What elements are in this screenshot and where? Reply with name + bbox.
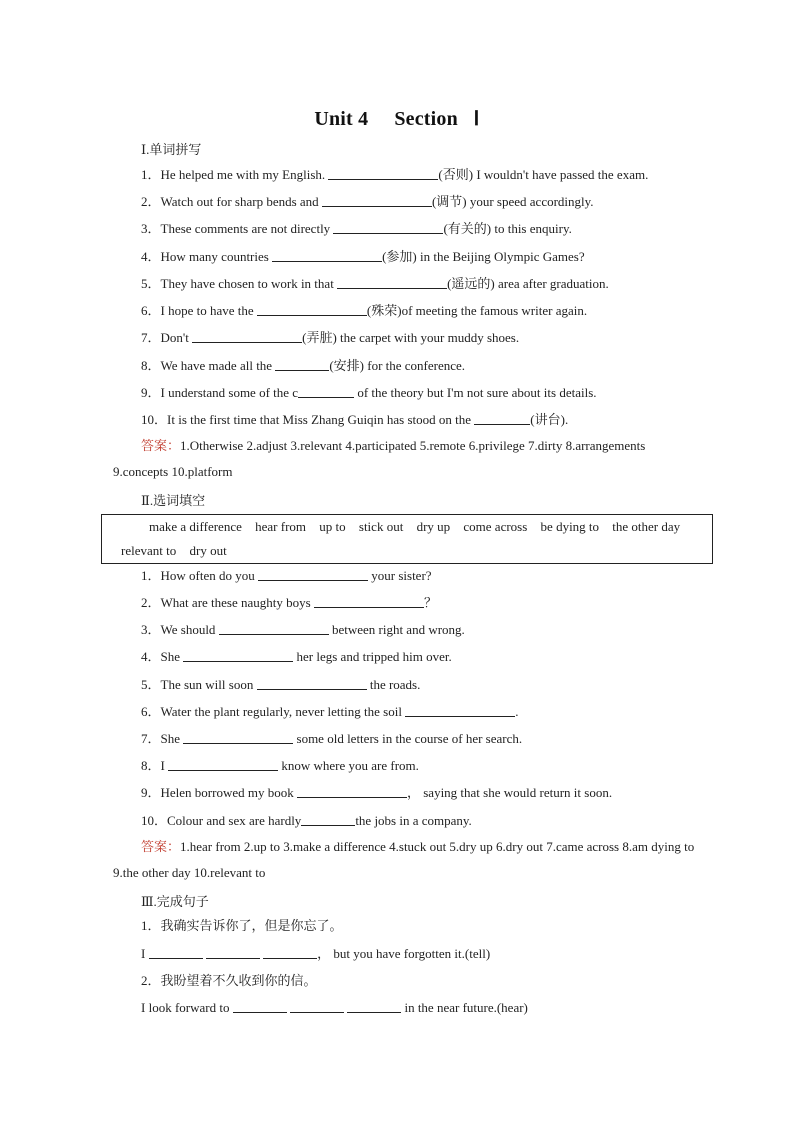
page-title xyxy=(0,106,794,131)
answer-blank[interactable] xyxy=(192,330,302,343)
answer-blank[interactable] xyxy=(257,303,367,316)
part3-item-en: I ， but you have forgotten it.(tell) xyxy=(141,946,491,961)
part2-item: 7．She some old letters in the course of her search. xyxy=(141,731,523,746)
part2-heading: Ⅱ.选词填空 xyxy=(141,493,206,508)
part2-item: 5．The sun will soon the roads. xyxy=(141,677,421,692)
answer-blank[interactable] xyxy=(206,946,260,959)
part1-item: 7．Don't (弄脏) the carpet with your muddy shoes. xyxy=(141,330,520,345)
part1-item: 2．Watch out for sharp bends and (调节) your speed accordingly. xyxy=(141,194,594,209)
part2-item: 3．We should between right and wrong. xyxy=(141,622,465,637)
word-bank-item: be dying to xyxy=(540,519,600,534)
answer-blank[interactable] xyxy=(233,1000,287,1013)
answer-blank[interactable] xyxy=(474,412,530,425)
part1-item: 4．How many countries (参加) in the Beijing Olympic Games? xyxy=(141,249,585,264)
answer-blank[interactable] xyxy=(301,813,355,826)
answer-blank[interactable] xyxy=(183,731,293,744)
part1-item: 9．I understand some of the c of the theory but I'm not sure about its details. xyxy=(141,385,597,400)
part3-heading: Ⅲ.完成句子 xyxy=(141,894,209,909)
part2-item: 8．I know where you are from. xyxy=(141,758,419,773)
word-bank-item: dry out xyxy=(189,543,227,558)
part1-item: 5．They have chosen to work in that (遥远的) area after graduation. xyxy=(141,276,609,291)
part2-item: 9．Helen borrowed my book ， saying that she would return it soon. xyxy=(141,785,613,800)
part2-item: 1．How often do you your sister? xyxy=(141,568,432,583)
answer-blank[interactable] xyxy=(337,276,447,289)
part2-item: 4．She her legs and tripped him over. xyxy=(141,649,452,664)
title-section: Section xyxy=(394,108,458,130)
part2-item: 10．Colour and sex are hardly the jobs in a company. xyxy=(141,813,472,828)
part3-item-cn: 1．我确实告诉你了，但是你忘了。 xyxy=(141,918,343,933)
answer-blank[interactable] xyxy=(149,946,203,959)
part2-item: 2．What are these naughty boys ？ xyxy=(141,595,437,610)
word-bank-item: stick out xyxy=(358,519,404,534)
answer-blank[interactable] xyxy=(183,649,293,662)
part1-heading: Ⅰ.单词拼写 xyxy=(141,142,202,157)
answer-blank[interactable] xyxy=(328,167,438,180)
part2-answers: 答案：1.hear from 2.up to 3.make a difference 4.stuck out 5.dry up 6.dry out 7.came across 8.am dying to 9.the other day 10.relevant to xyxy=(113,839,695,880)
answer-blank[interactable] xyxy=(258,568,368,581)
part1-item: 8．We have made all the (安排) for the conference. xyxy=(141,358,466,373)
answer-blank[interactable] xyxy=(322,194,432,207)
answer-blank[interactable] xyxy=(405,704,515,717)
word-bank-item: relevant to xyxy=(121,543,177,558)
part1-answers: 答案：1.Otherwise 2.adjust 3.relevant 4.participated 5.remote 6.privilege 7.dirty 8.arrangements 9.concepts 10.platform xyxy=(113,438,646,479)
answer-blank[interactable] xyxy=(297,785,407,798)
title-roman: Ⅰ xyxy=(473,108,480,130)
word-bank-item: hear from xyxy=(255,519,307,534)
word-bank-item: make a difference xyxy=(149,519,242,534)
title-unit: Unit 4 xyxy=(314,108,369,130)
part3-item-en: I look forward to in the near future.(hear) xyxy=(141,1000,528,1015)
answer-blank[interactable] xyxy=(272,249,382,262)
part1-item: 6．I hope to have the (殊荣)of meeting the famous writer again. xyxy=(141,303,588,318)
answer-blank[interactable] xyxy=(314,595,424,608)
answer-blank[interactable] xyxy=(298,385,354,398)
word-bank-item: up to xyxy=(319,519,346,534)
answer-blank[interactable] xyxy=(168,758,278,771)
part2-item: 6．Water the plant regularly, never letting the soil . xyxy=(141,704,519,719)
answer-blank[interactable] xyxy=(347,1000,401,1013)
word-bank-box xyxy=(101,514,713,564)
answer-blank[interactable] xyxy=(219,622,329,635)
word-bank-item: dry up xyxy=(416,519,451,534)
answer-blank[interactable] xyxy=(290,1000,344,1013)
part1-item: 10．It is the first time that Miss Zhang Guiqin has stood on the (讲台). xyxy=(141,412,569,427)
word-bank-item: the other day xyxy=(612,519,681,534)
part1-item: 1．He helped me with my English. (否则) I wouldn't have passed the exam. xyxy=(141,167,649,182)
answer-blank[interactable] xyxy=(263,946,317,959)
part3-item-cn: 2．我盼望着不久收到你的信。 xyxy=(141,973,317,988)
word-bank-item: come across xyxy=(463,519,528,534)
part1-item: 3．These comments are not directly (有关的) to this enquiry. xyxy=(141,221,572,236)
answer-blank[interactable] xyxy=(275,358,329,371)
answer-blank[interactable] xyxy=(333,221,443,234)
answer-blank[interactable] xyxy=(257,677,367,690)
